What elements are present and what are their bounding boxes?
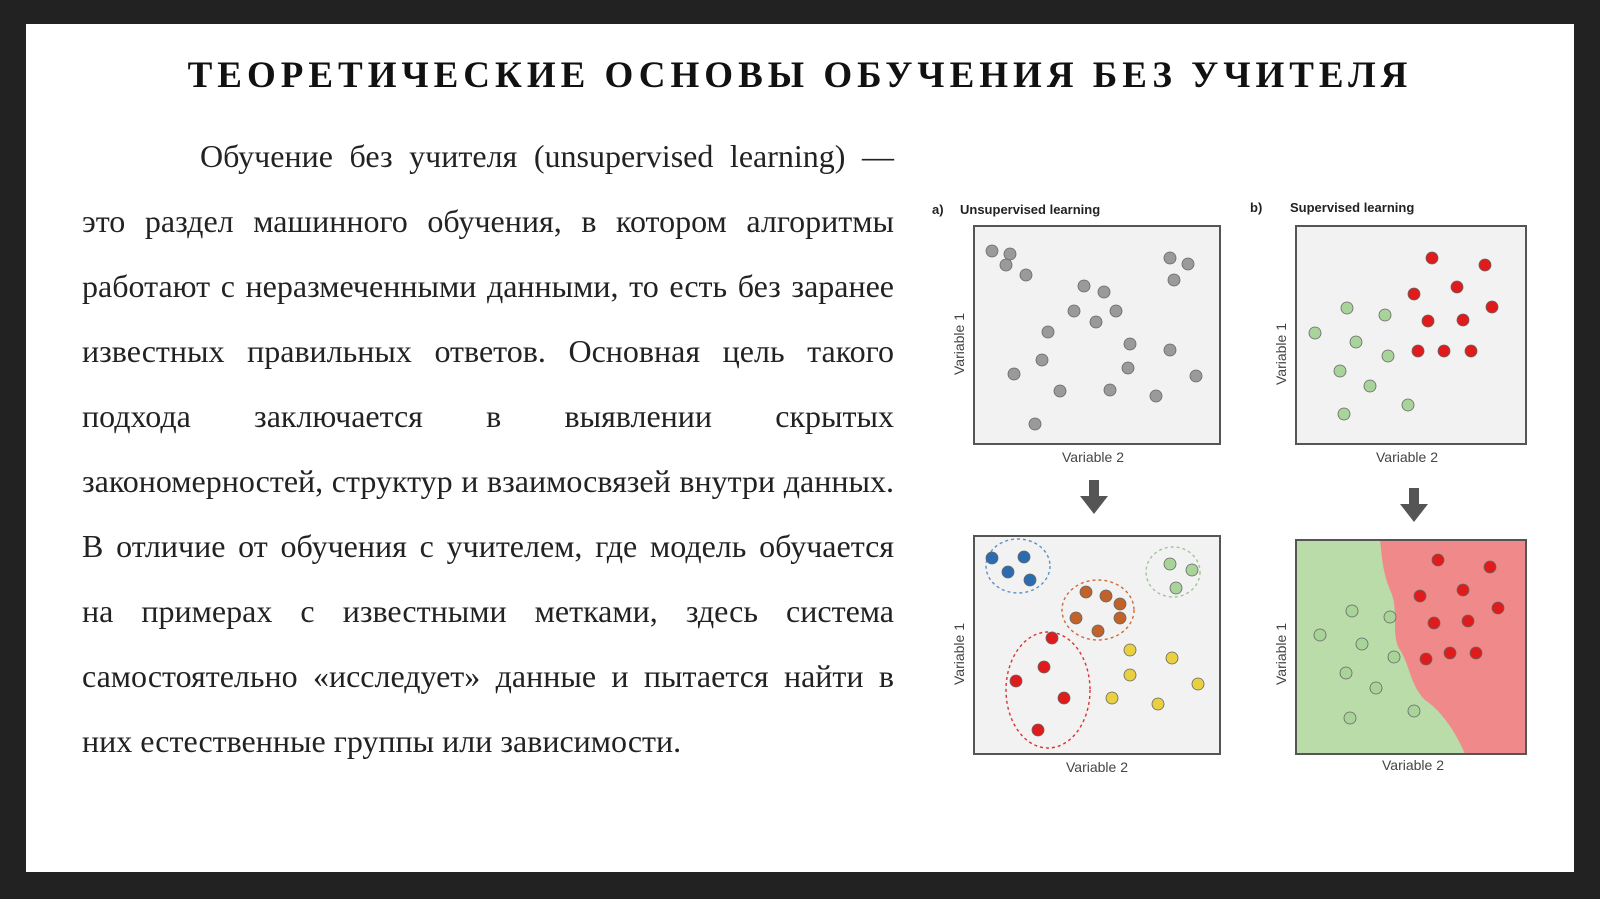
cluster-point — [1046, 632, 1058, 644]
class-point — [1309, 327, 1321, 339]
classified-point — [1492, 602, 1504, 614]
gray-point — [1164, 252, 1176, 264]
ylabel-b-bottom: Variable 1 — [1273, 622, 1289, 685]
cluster-point — [1058, 692, 1070, 704]
class-point — [1422, 315, 1434, 327]
cluster-point — [1092, 625, 1104, 637]
class-point — [1426, 252, 1438, 264]
cluster-point — [1124, 644, 1136, 656]
class-point — [1350, 336, 1362, 348]
classified-point — [1384, 611, 1396, 623]
cluster-point — [1170, 582, 1182, 594]
panel-a-title: Unsupervised learning — [960, 202, 1101, 217]
down-arrow-b — [1400, 488, 1428, 522]
gray-point — [1004, 248, 1016, 260]
class-point — [1402, 399, 1414, 411]
panel-b-tag: b) — [1250, 200, 1263, 215]
gray-point — [1068, 305, 1080, 317]
gray-point — [1110, 305, 1122, 317]
cluster-point — [1106, 692, 1118, 704]
panel-b-title: Supervised learning — [1290, 200, 1415, 215]
class-point — [1334, 365, 1346, 377]
cluster-point — [1002, 566, 1014, 578]
classified-point — [1408, 705, 1420, 717]
classified-point — [1314, 629, 1326, 641]
slide-title: ТЕОРЕТИЧЕСКИЕ ОСНОВЫ ОБУЧЕНИЯ БЕЗ УЧИТЕЛЯ — [187, 55, 1413, 96]
cluster-point — [1038, 661, 1050, 673]
cluster-point — [1100, 590, 1112, 602]
panel-a-tag: a) — [932, 202, 944, 217]
xlabel-b-bottom: Variable 2 — [1382, 757, 1445, 773]
gray-point — [1042, 326, 1054, 338]
class-point — [1341, 302, 1353, 314]
cluster-point — [986, 552, 998, 564]
classified-point — [1444, 647, 1456, 659]
class-point — [1412, 345, 1424, 357]
gray-point — [1036, 354, 1048, 366]
class-point — [1479, 259, 1491, 271]
cluster-point — [1010, 675, 1022, 687]
gray-point — [1190, 370, 1202, 382]
gray-point — [1078, 280, 1090, 292]
class-point — [1364, 380, 1376, 392]
gray-point — [1090, 316, 1102, 328]
ylabel-a-top: Variable 1 — [951, 312, 967, 375]
classified-point — [1484, 561, 1496, 573]
gray-point — [1008, 368, 1020, 380]
classified-point — [1414, 590, 1426, 602]
class-point — [1465, 345, 1477, 357]
gray-point — [1168, 274, 1180, 286]
cluster-point — [1192, 678, 1204, 690]
classified-point — [1388, 651, 1400, 663]
class-point — [1457, 314, 1469, 326]
body-text: Обучение без учителя (unsupervised learning) — это раздел машинного обучения, в котором алгоритмы работают с неразмеченными данными, то есть без заранее известных правильных ответов. Основная цель такого подхода заключается в выявлении скрытых закономерностей, структур и взаимосвязей внутри данных. В отличие от обучения с учителем, где модель обучается на примерах с известными метками, здесь система самостоятельно «исследует» данные и пытается найти в них естественные группы или зависимости. — [82, 138, 894, 759]
classified-point — [1370, 682, 1382, 694]
panel-supervised-raw — [1273, 226, 1526, 465]
slide — [26, 24, 1574, 872]
panel-unsupervised-raw — [951, 226, 1220, 465]
xlabel-a-top: Variable 2 — [1062, 449, 1125, 465]
gray-point — [1000, 259, 1012, 271]
gray-point — [1098, 286, 1110, 298]
classified-point — [1346, 605, 1358, 617]
down-arrow-a — [1080, 480, 1108, 514]
gray-point — [1150, 390, 1162, 402]
classified-point — [1462, 615, 1474, 627]
gray-point — [1164, 344, 1176, 356]
classified-point — [1340, 667, 1352, 679]
ylabel-a-bottom: Variable 1 — [951, 622, 967, 685]
gray-point — [1054, 385, 1066, 397]
cluster-point — [1032, 724, 1044, 736]
class-point — [1486, 301, 1498, 313]
xlabel-b-top: Variable 2 — [1376, 449, 1439, 465]
class-point — [1438, 345, 1450, 357]
class-point — [1379, 309, 1391, 321]
cluster-point — [1080, 586, 1092, 598]
classified-point — [1420, 653, 1432, 665]
class-point — [1408, 288, 1420, 300]
ylabel-b-top: Variable 1 — [1273, 322, 1289, 385]
gray-point — [1104, 384, 1116, 396]
cluster-point — [1164, 558, 1176, 570]
class-point — [1338, 408, 1350, 420]
class-point — [1382, 350, 1394, 362]
cluster-point — [1152, 698, 1164, 710]
classified-point — [1457, 584, 1469, 596]
classified-point — [1428, 617, 1440, 629]
panel-supervised-classified — [1273, 540, 1526, 773]
classified-point — [1356, 638, 1368, 650]
learning-comparison-figure — [920, 170, 1560, 810]
gray-point — [1020, 269, 1032, 281]
gray-point — [1182, 258, 1194, 270]
classified-point — [1432, 554, 1444, 566]
classified-point — [1344, 712, 1356, 724]
cluster-point — [1166, 652, 1178, 664]
gray-point — [1029, 418, 1041, 430]
cluster-point — [1114, 612, 1126, 624]
gray-point — [986, 245, 998, 257]
cluster-point — [1186, 564, 1198, 576]
gray-point — [1124, 338, 1136, 350]
cluster-point — [1070, 612, 1082, 624]
xlabel-a-bottom: Variable 2 — [1066, 759, 1129, 775]
classified-point — [1470, 647, 1482, 659]
cluster-point — [1124, 669, 1136, 681]
panel-unsupervised-clustered — [951, 536, 1220, 775]
gray-point — [1122, 362, 1134, 374]
class-point — [1451, 281, 1463, 293]
cluster-point — [1018, 551, 1030, 563]
cluster-point — [1114, 598, 1126, 610]
cluster-point — [1024, 574, 1036, 586]
